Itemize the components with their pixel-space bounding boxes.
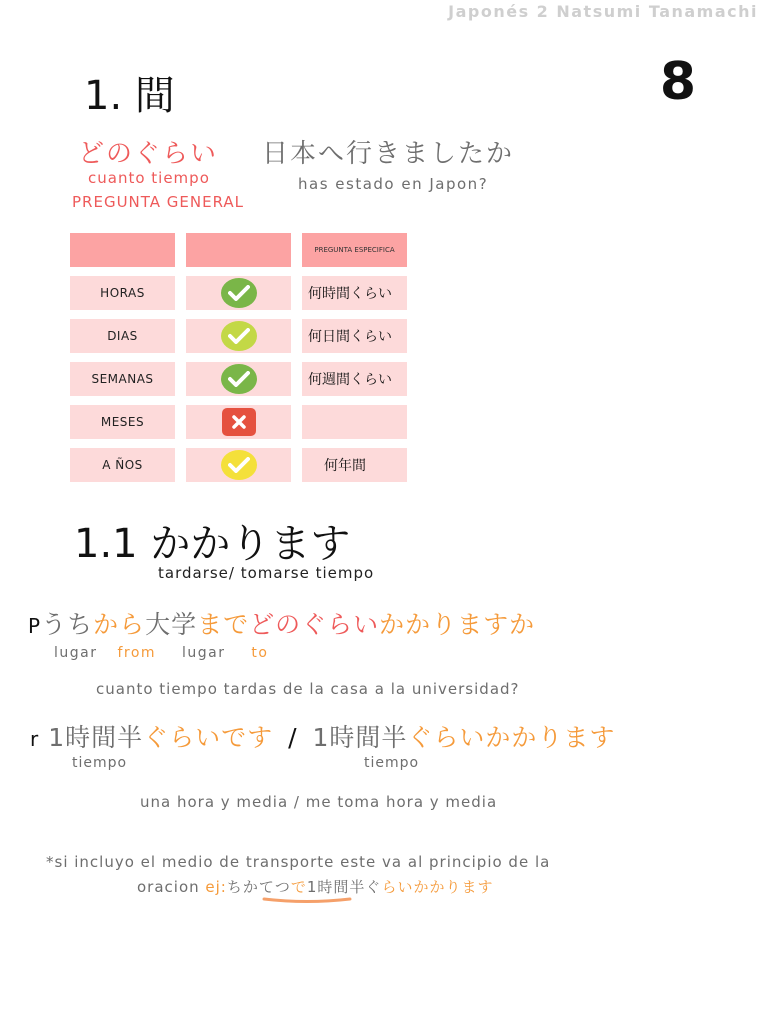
example-question xyxy=(28,605,535,641)
particle-kara: から xyxy=(93,610,146,639)
example-answer xyxy=(30,718,615,754)
table-row-unit xyxy=(70,276,175,310)
example-sentence: 日本へ行きましたか xyxy=(262,139,515,169)
note-kakarimasu: らいかかります xyxy=(381,878,494,896)
table-row-specific xyxy=(302,405,407,439)
page-number: 8 xyxy=(659,52,696,112)
unit-label: DIAS xyxy=(107,329,138,343)
answer-gurai-desu: ぐらいです xyxy=(143,723,274,752)
note-ej: ej: xyxy=(205,878,227,896)
gloss-to: to xyxy=(251,645,269,661)
note-chikatetsu: ちかてつ xyxy=(226,878,291,896)
checkmark-icon xyxy=(221,278,257,308)
table-row-specific: 何時間くらい xyxy=(302,276,407,310)
table-header-status xyxy=(186,233,291,267)
answer-gloss-1: tiempo xyxy=(72,755,128,771)
word-donogurai: どのぐらい xyxy=(249,610,380,639)
table-row-unit xyxy=(70,405,175,439)
cross-icon xyxy=(222,408,256,436)
table-row-status xyxy=(186,319,291,353)
word-kakarimasuka: かかりますか xyxy=(379,610,536,639)
unit-label: A ÑOS xyxy=(102,458,143,472)
example-sentence-translation: has estado en Japon? xyxy=(298,175,489,193)
note-line-2 xyxy=(137,876,493,897)
table-row-unit xyxy=(70,362,175,396)
unit-label: HORAS xyxy=(100,286,145,300)
gloss-lugar-1: lugar xyxy=(54,645,98,661)
note-time: 1時間半ぐ xyxy=(306,878,382,896)
gloss-lugar-2: lugar xyxy=(181,645,226,661)
table-header-unit xyxy=(70,233,175,267)
checkmark-icon xyxy=(221,321,257,351)
answer-gurai-kakarimasu: ぐらいかかります xyxy=(407,723,616,752)
table-row-status xyxy=(186,276,291,310)
section-1-1-gloss: tardarse/ tomarse tiempo xyxy=(158,564,375,582)
example-gloss xyxy=(54,645,268,661)
note-line-1: *si incluyo el medio de transporte este va al principio de la xyxy=(46,853,551,871)
question-type-label: PREGUNTA GENERAL xyxy=(72,193,245,211)
particle-made: まで xyxy=(197,610,250,639)
table-row-unit xyxy=(70,319,175,353)
table-row-unit xyxy=(70,448,175,482)
checkmark-icon xyxy=(221,450,257,480)
table-row-specific: 何週間くらい xyxy=(302,362,407,396)
section-1-title: 1. 間 xyxy=(84,73,175,119)
question-word: どのぐらい xyxy=(78,139,219,169)
table-header-specific xyxy=(302,233,407,267)
note-particle-de: で xyxy=(290,878,307,896)
table-row-specific: 何日間くらい xyxy=(302,319,407,353)
answer-translation: una hora y media / me toma hora y media xyxy=(140,793,498,811)
answer-separator: / xyxy=(288,723,298,752)
note-oracion: oracion xyxy=(137,878,206,896)
answer-prefix: r xyxy=(30,727,40,751)
word-daigaku: 大学 xyxy=(145,610,198,639)
example-translation: cuanto tiempo tardas de la casa a la universidad? xyxy=(96,680,520,698)
table-row-status xyxy=(186,362,291,396)
answer-time-1: 1時間半 xyxy=(48,723,144,752)
checkmark-icon xyxy=(221,364,257,394)
table-header-label: PREGUNTA ESPECIFICA xyxy=(314,246,395,254)
author-header: Japonés 2 Natsumi Tanamachi xyxy=(448,2,758,21)
answer-time-2: 1時間半 xyxy=(312,723,408,752)
answer-gloss-2: tiempo xyxy=(364,755,420,771)
table-row-status xyxy=(186,448,291,482)
question-prefix: P xyxy=(28,614,42,638)
unit-label: MESES xyxy=(100,415,145,429)
underline-mark xyxy=(262,896,352,904)
table-row-specific: 何年間 xyxy=(302,448,407,482)
unit-label: SEMANAS xyxy=(91,372,154,386)
gloss-from: from xyxy=(117,645,157,661)
section-1-1-title: 1.1 かかります xyxy=(74,521,351,567)
table-row-status xyxy=(186,405,291,439)
question-word-translation: cuanto tiempo xyxy=(88,169,210,187)
word-uchi: うち xyxy=(41,610,94,639)
